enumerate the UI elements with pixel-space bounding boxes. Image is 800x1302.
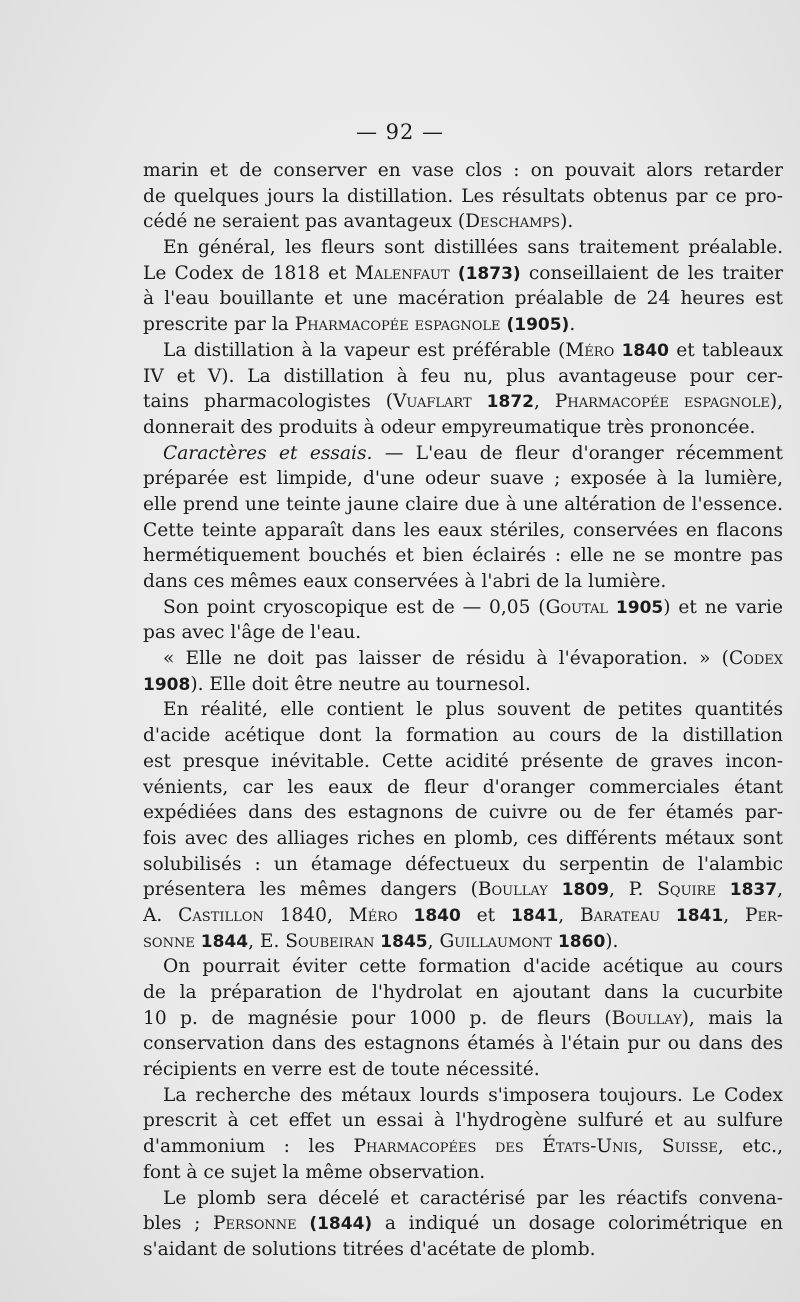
bold-year: 1809	[561, 880, 609, 901]
text-line	[143, 261, 783, 287]
text-segment: 10 p. de magnésie pour 1000 p. de fleurs (	[143, 1007, 612, 1029]
text-line	[143, 1237, 783, 1263]
text-segment: préparée est limpide, d'une odeur suave ; exposée à la lumière,	[143, 468, 783, 490]
text-segment: à l'eau bouillante et une macération préalable de 24 heures est	[143, 288, 783, 310]
text-segment: , etc.,	[717, 1136, 784, 1158]
bold-year: (1905)	[506, 315, 570, 336]
text-segment: expédiées dans des estagnons de cuivre ou de fer étamés par-	[143, 802, 783, 824]
text-segment: prescrit à cet effet un essai à l'hydrogène sulfuré et au sulfure	[143, 1110, 783, 1132]
text-line	[143, 184, 783, 210]
text-segment: est presque inévitable. Cette acidité présente de graves incon-	[143, 750, 783, 772]
text-segment	[608, 597, 616, 618]
text-line	[143, 1186, 783, 1212]
text-segment: ,	[777, 879, 783, 901]
bold-year: 1872	[486, 392, 534, 413]
text-line	[143, 235, 783, 261]
bold-year: 1844	[200, 931, 249, 952]
text-line	[143, 158, 783, 184]
text-segment: En réalité, elle contient le plus souvent de petites quantités	[163, 699, 783, 721]
text-segment: 1840,	[263, 904, 349, 926]
text-line	[143, 620, 783, 646]
text-segment: a indiqué un dosage colorimétrique en	[372, 1213, 783, 1235]
author-name: Codex	[728, 648, 783, 670]
text-line	[143, 852, 783, 878]
text-segment: « Elle ne doit pas laisser de résidu à l'évaporation. » (	[163, 648, 729, 670]
text-line	[143, 929, 783, 955]
author-name: Pharmacopée espagnole	[294, 314, 501, 336]
bold-year: 1841	[510, 905, 559, 926]
author-name: sonne	[143, 930, 195, 952]
bold-year: (1844)	[309, 1214, 373, 1235]
text-segment: elle prend une teinte jaune claire due à une altération de l'essence.	[143, 493, 783, 515]
text-line	[143, 1211, 783, 1237]
text-segment: tains pharmacologistes (	[143, 391, 393, 413]
text-line	[143, 672, 783, 698]
text-line	[143, 286, 783, 312]
text-segment: pas avec l'âge de l'eau.	[143, 622, 362, 644]
author-name: Méro	[565, 339, 615, 361]
author-name: Barateau	[580, 904, 661, 926]
text-line	[143, 877, 783, 903]
text-segment: prescrite par la	[143, 314, 295, 336]
text-line	[143, 569, 783, 595]
text-line	[143, 749, 783, 775]
text-line	[143, 492, 783, 518]
text-segment: .	[569, 314, 576, 336]
text-segment: et tableaux	[668, 339, 783, 361]
bold-year: 1840	[413, 905, 461, 926]
text-segment: vénients, car les eaux de fleur d'oranger commerciales étant	[143, 776, 783, 798]
author-name: Castillon	[178, 904, 264, 926]
bold-year: 1841	[675, 905, 724, 926]
text-line	[143, 775, 783, 801]
text-segment: ),	[769, 391, 783, 413]
text-segment: conseillaient de les traiter	[520, 262, 784, 284]
text-line	[143, 954, 783, 980]
author-name: Pharmacopée espagnole	[554, 391, 770, 413]
text-segment: IV et V). La distillation à feu nu, plus avantageuse pour cer-	[143, 365, 783, 387]
text-segment: s'aidant de solutions titrées d'acétate de plomb.	[143, 1238, 596, 1260]
page-number: — 92 —	[355, 120, 445, 144]
text-line	[143, 518, 783, 544]
author-name: Deschamps	[465, 211, 561, 233]
text-line	[143, 723, 783, 749]
text-segment: Son point cryoscopique est de — 0,05 (	[163, 596, 546, 618]
text-segment: En général, les fleurs sont distillées sans traitement préalable.	[163, 237, 783, 259]
text-segment: Le Codex de 1818 et	[143, 262, 355, 284]
text-segment: ), mais la	[681, 1007, 783, 1029]
text-line	[143, 980, 783, 1006]
author-name: Personne	[213, 1213, 297, 1235]
text-segment: Le plomb sera décelé et caractérisé par les réactifs convena-	[163, 1187, 783, 1209]
text-line	[143, 543, 783, 569]
text-line	[143, 364, 783, 390]
text-segment: , P.	[608, 879, 658, 901]
text-segment: bles ;	[143, 1213, 214, 1235]
text-line	[143, 312, 783, 338]
author-name: Guillaumont	[439, 930, 553, 952]
text-segment: ,	[533, 391, 555, 413]
text-segment: — L'eau de fleur d'oranger récemment	[372, 442, 784, 464]
text-line	[143, 209, 783, 235]
author-name: Soubeiran	[285, 930, 375, 952]
text-line	[143, 1108, 783, 1134]
text-line	[143, 466, 783, 492]
text-line	[143, 389, 783, 415]
bold-year: 1905	[615, 597, 664, 618]
text-segment: ,	[427, 930, 440, 952]
italic-heading: Caractères et essais.	[163, 442, 373, 464]
text-line	[143, 595, 783, 621]
bold-year: 1845	[380, 931, 428, 952]
text-segment: solubilisés : un étamage défectueux du serpentin de l'alambic	[143, 853, 783, 875]
text-segment	[660, 905, 676, 926]
text-segment: dans ces mêmes eaux conservées à l'abri de la lumière.	[143, 571, 667, 592]
text-segment	[472, 391, 487, 412]
text-segment: ,	[723, 904, 745, 926]
text-line	[143, 903, 783, 929]
text-segment: marin et de conserver en vase clos : on pouvait alors retarder	[143, 160, 783, 181]
text-segment	[548, 879, 562, 900]
bold-year: 1840	[621, 340, 669, 361]
text-segment	[614, 340, 621, 361]
text-segment: On pourrait éviter cette formation d'acide acétique au cours	[163, 956, 783, 978]
author-name: Per-	[744, 904, 784, 926]
text-line	[143, 1006, 783, 1032]
text-segment: de quelques jours la distillation. Les résultats obtenus par ce pro-	[143, 185, 783, 207]
bold-year: 1860	[557, 931, 606, 952]
author-name: Malenfaut	[354, 262, 450, 284]
text-line	[143, 826, 783, 852]
text-segment: et	[460, 904, 511, 926]
author-name: Pharmacopées des États-Unis, Suisse	[353, 1136, 718, 1158]
text-segment	[450, 263, 458, 284]
author-name: Vuaflart	[393, 391, 472, 413]
text-segment	[398, 905, 414, 926]
text-segment: de la préparation de l'hydrolat en ajoutant dans la cucurbite	[143, 982, 783, 1003]
text-segment: d'ammonium : les	[143, 1136, 354, 1158]
author-name: Boullay	[611, 1007, 682, 1029]
author-name: Méro	[348, 904, 398, 926]
bold-year: 1908	[143, 674, 191, 695]
text-segment	[297, 1213, 310, 1234]
text-segment: cédé ne seraient pas avantageux (	[143, 211, 466, 233]
bold-year: (1873)	[457, 263, 521, 284]
text-segment: d'acide acétique dont la formation au cours de la distillation	[143, 725, 783, 747]
body-text	[143, 158, 783, 1263]
text-segment: ).	[605, 930, 619, 952]
author-name: Goutal	[545, 596, 609, 618]
text-segment: La distillation à la vapeur est préférable (	[163, 339, 566, 361]
text-segment: La recherche des métaux lourds s'imposera toujours. Le Codex	[163, 1084, 783, 1106]
text-segment: ).	[560, 211, 574, 233]
text-segment: ). Elle doit être neutre au tournesol.	[190, 673, 531, 695]
text-segment	[716, 879, 730, 900]
text-segment: récipients en verre est de toute nécessité.	[143, 1059, 540, 1081]
text-segment: présentera les mêmes dangers (	[143, 879, 478, 901]
text-segment: fois avec des alliages riches en plomb, ces différents métaux sont	[143, 827, 783, 849]
text-segment: hermétiquement bouchés et bien éclairés : elle ne se montre pas	[143, 545, 783, 567]
text-line	[143, 646, 783, 672]
text-segment: conservation dans des estagnons étamés à l'étain pur ou dans des	[143, 1033, 783, 1055]
text-segment: ,	[558, 904, 581, 926]
text-line	[143, 441, 783, 467]
author-name: Squire	[657, 879, 716, 901]
author-name: Boullay	[477, 879, 548, 901]
text-segment: font à ce sujet la même observation.	[143, 1161, 486, 1183]
text-segment: , E.	[248, 930, 286, 952]
text-line	[143, 1057, 783, 1083]
bold-year: 1837	[729, 880, 778, 901]
text-segment: A.	[143, 904, 179, 926]
text-line	[143, 415, 783, 441]
text-line	[143, 1160, 783, 1186]
text-line	[143, 800, 783, 826]
text-segment: Cette teinte apparaît dans les eaux stériles, conservées en flacons	[143, 519, 783, 541]
text-line	[143, 1083, 783, 1109]
text-line	[143, 1031, 783, 1057]
text-line	[143, 338, 783, 364]
text-segment: donnerait des produits à odeur empyreumatique très prononcée.	[143, 416, 756, 438]
text-segment: ) et ne varie	[663, 596, 783, 618]
text-line	[143, 697, 783, 723]
text-line	[143, 1134, 783, 1160]
